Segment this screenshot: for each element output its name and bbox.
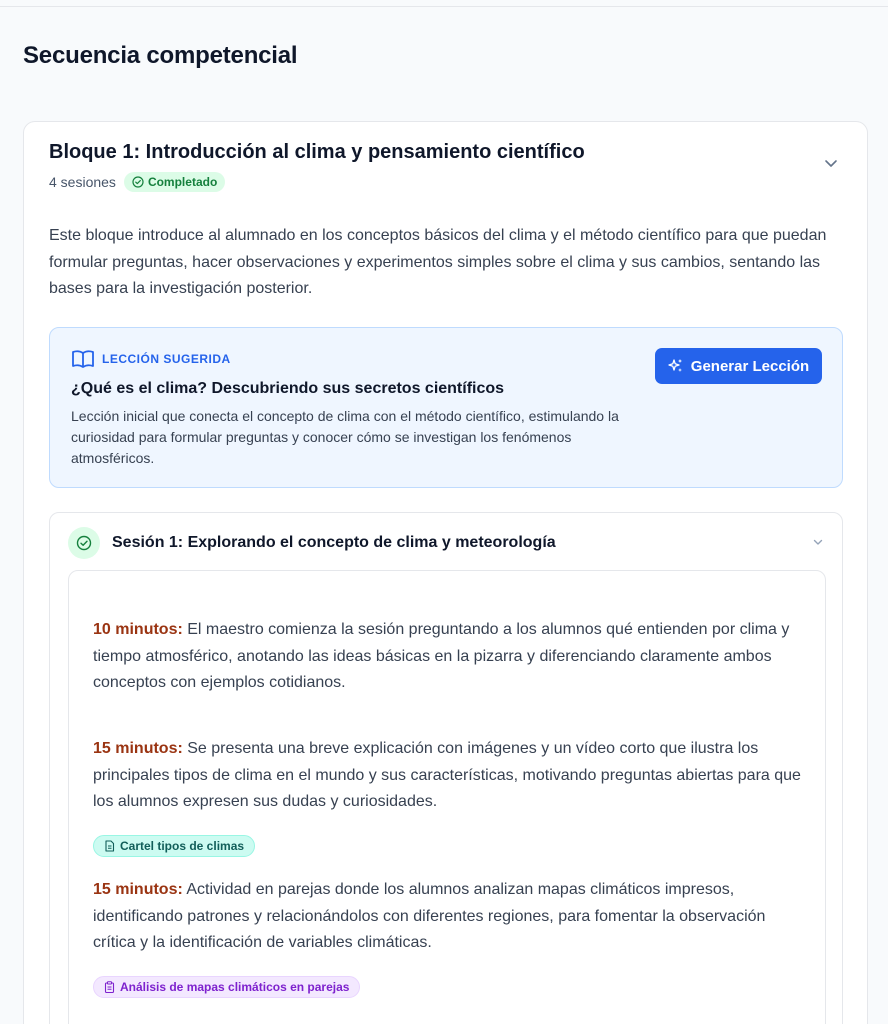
- activity-item: [93, 877, 803, 957]
- activity-time: 15 minutos:: [93, 881, 183, 898]
- generate-lesson-button[interactable]: [655, 348, 822, 384]
- sparkles-icon: [668, 358, 684, 374]
- lesson-description: Lección inicial que conecta el concepto de clima con el método científico, estimulando la curiosidad para formular preguntas y conocer cómo se investigan los fenómenos atmosféricos.: [71, 408, 619, 466]
- resource-tag-label: Cartel tipos de climas: [120, 839, 245, 853]
- block-meta: [49, 172, 225, 192]
- resource-tag[interactable]: [93, 835, 255, 857]
- session-card: [49, 512, 843, 1024]
- activity-time: 10 minutos:: [93, 621, 183, 638]
- activity-item: [93, 617, 803, 697]
- chevron-down-icon[interactable]: [822, 154, 840, 172]
- file-icon: [104, 840, 115, 852]
- session-content: [68, 570, 826, 1024]
- session-status: [68, 527, 100, 559]
- block-description: Este bloque introduce al alumnado en los conceptos básicos del clima y el método científico para que puedan formular preguntas, hacer observaciones y experimentos simples sobre el clima y sus cambios, sentando las bases para la investigación posterior.: [49, 227, 827, 297]
- lesson-title: ¿Qué es el clima? Descubriendo sus secretos científicos: [71, 380, 505, 397]
- check-circle-icon: [76, 535, 92, 551]
- resource-tag-label: Análisis de mapas climáticos en parejas: [120, 980, 350, 994]
- block-card: [23, 121, 868, 1024]
- clipboard-icon: [104, 981, 115, 993]
- open-book-icon: [71, 349, 95, 369]
- activity-item: [93, 736, 803, 816]
- session-title[interactable]: Sesión 1: Explorando el concepto de clima y meteorología: [112, 534, 556, 551]
- status-badge: [124, 172, 225, 192]
- top-divider: [0, 6, 888, 7]
- suggested-lesson-card: [49, 327, 843, 488]
- resource-tag[interactable]: [93, 976, 360, 998]
- chevron-down-icon[interactable]: [811, 535, 825, 549]
- activity-text: El maestro comienza la sesión preguntando a los alumnos qué entienden por clima y tiempo atmosférico, anotando las ideas básicas en la pizarra y diferenciando claramente ambos conceptos con ejemplos cotidianos.: [93, 621, 790, 691]
- lesson-header: [71, 349, 231, 369]
- activity-text: Se presenta una breve explicación con imágenes y un vídeo corto que ilustra los principales tipos de clima en el mundo y sus características, motivando preguntas abiertas para que los alumnos expresen sus dudas y curiosidades.: [93, 740, 801, 810]
- lesson-label: LECCIÓN SUGERIDA: [102, 352, 231, 366]
- generate-lesson-label: Generar Lección: [690, 357, 810, 375]
- activity-text: Actividad en parejas donde los alumnos analizan mapas climáticos impresos, identificando patrones y relacionándolos con diferentes regiones, para fomentar la observación crítica y la identificación de variables climáticas.: [93, 881, 766, 951]
- check-circle-icon: [132, 176, 144, 188]
- sessions-count: 4 sesiones: [49, 174, 116, 190]
- activity-time: 15 minutos:: [93, 740, 183, 757]
- status-badge-label: Completado: [147, 175, 218, 189]
- block-title[interactable]: Bloque 1: Introducción al clima y pensamiento científico: [49, 141, 585, 163]
- page-title: Secuencia competencial: [23, 42, 298, 69]
